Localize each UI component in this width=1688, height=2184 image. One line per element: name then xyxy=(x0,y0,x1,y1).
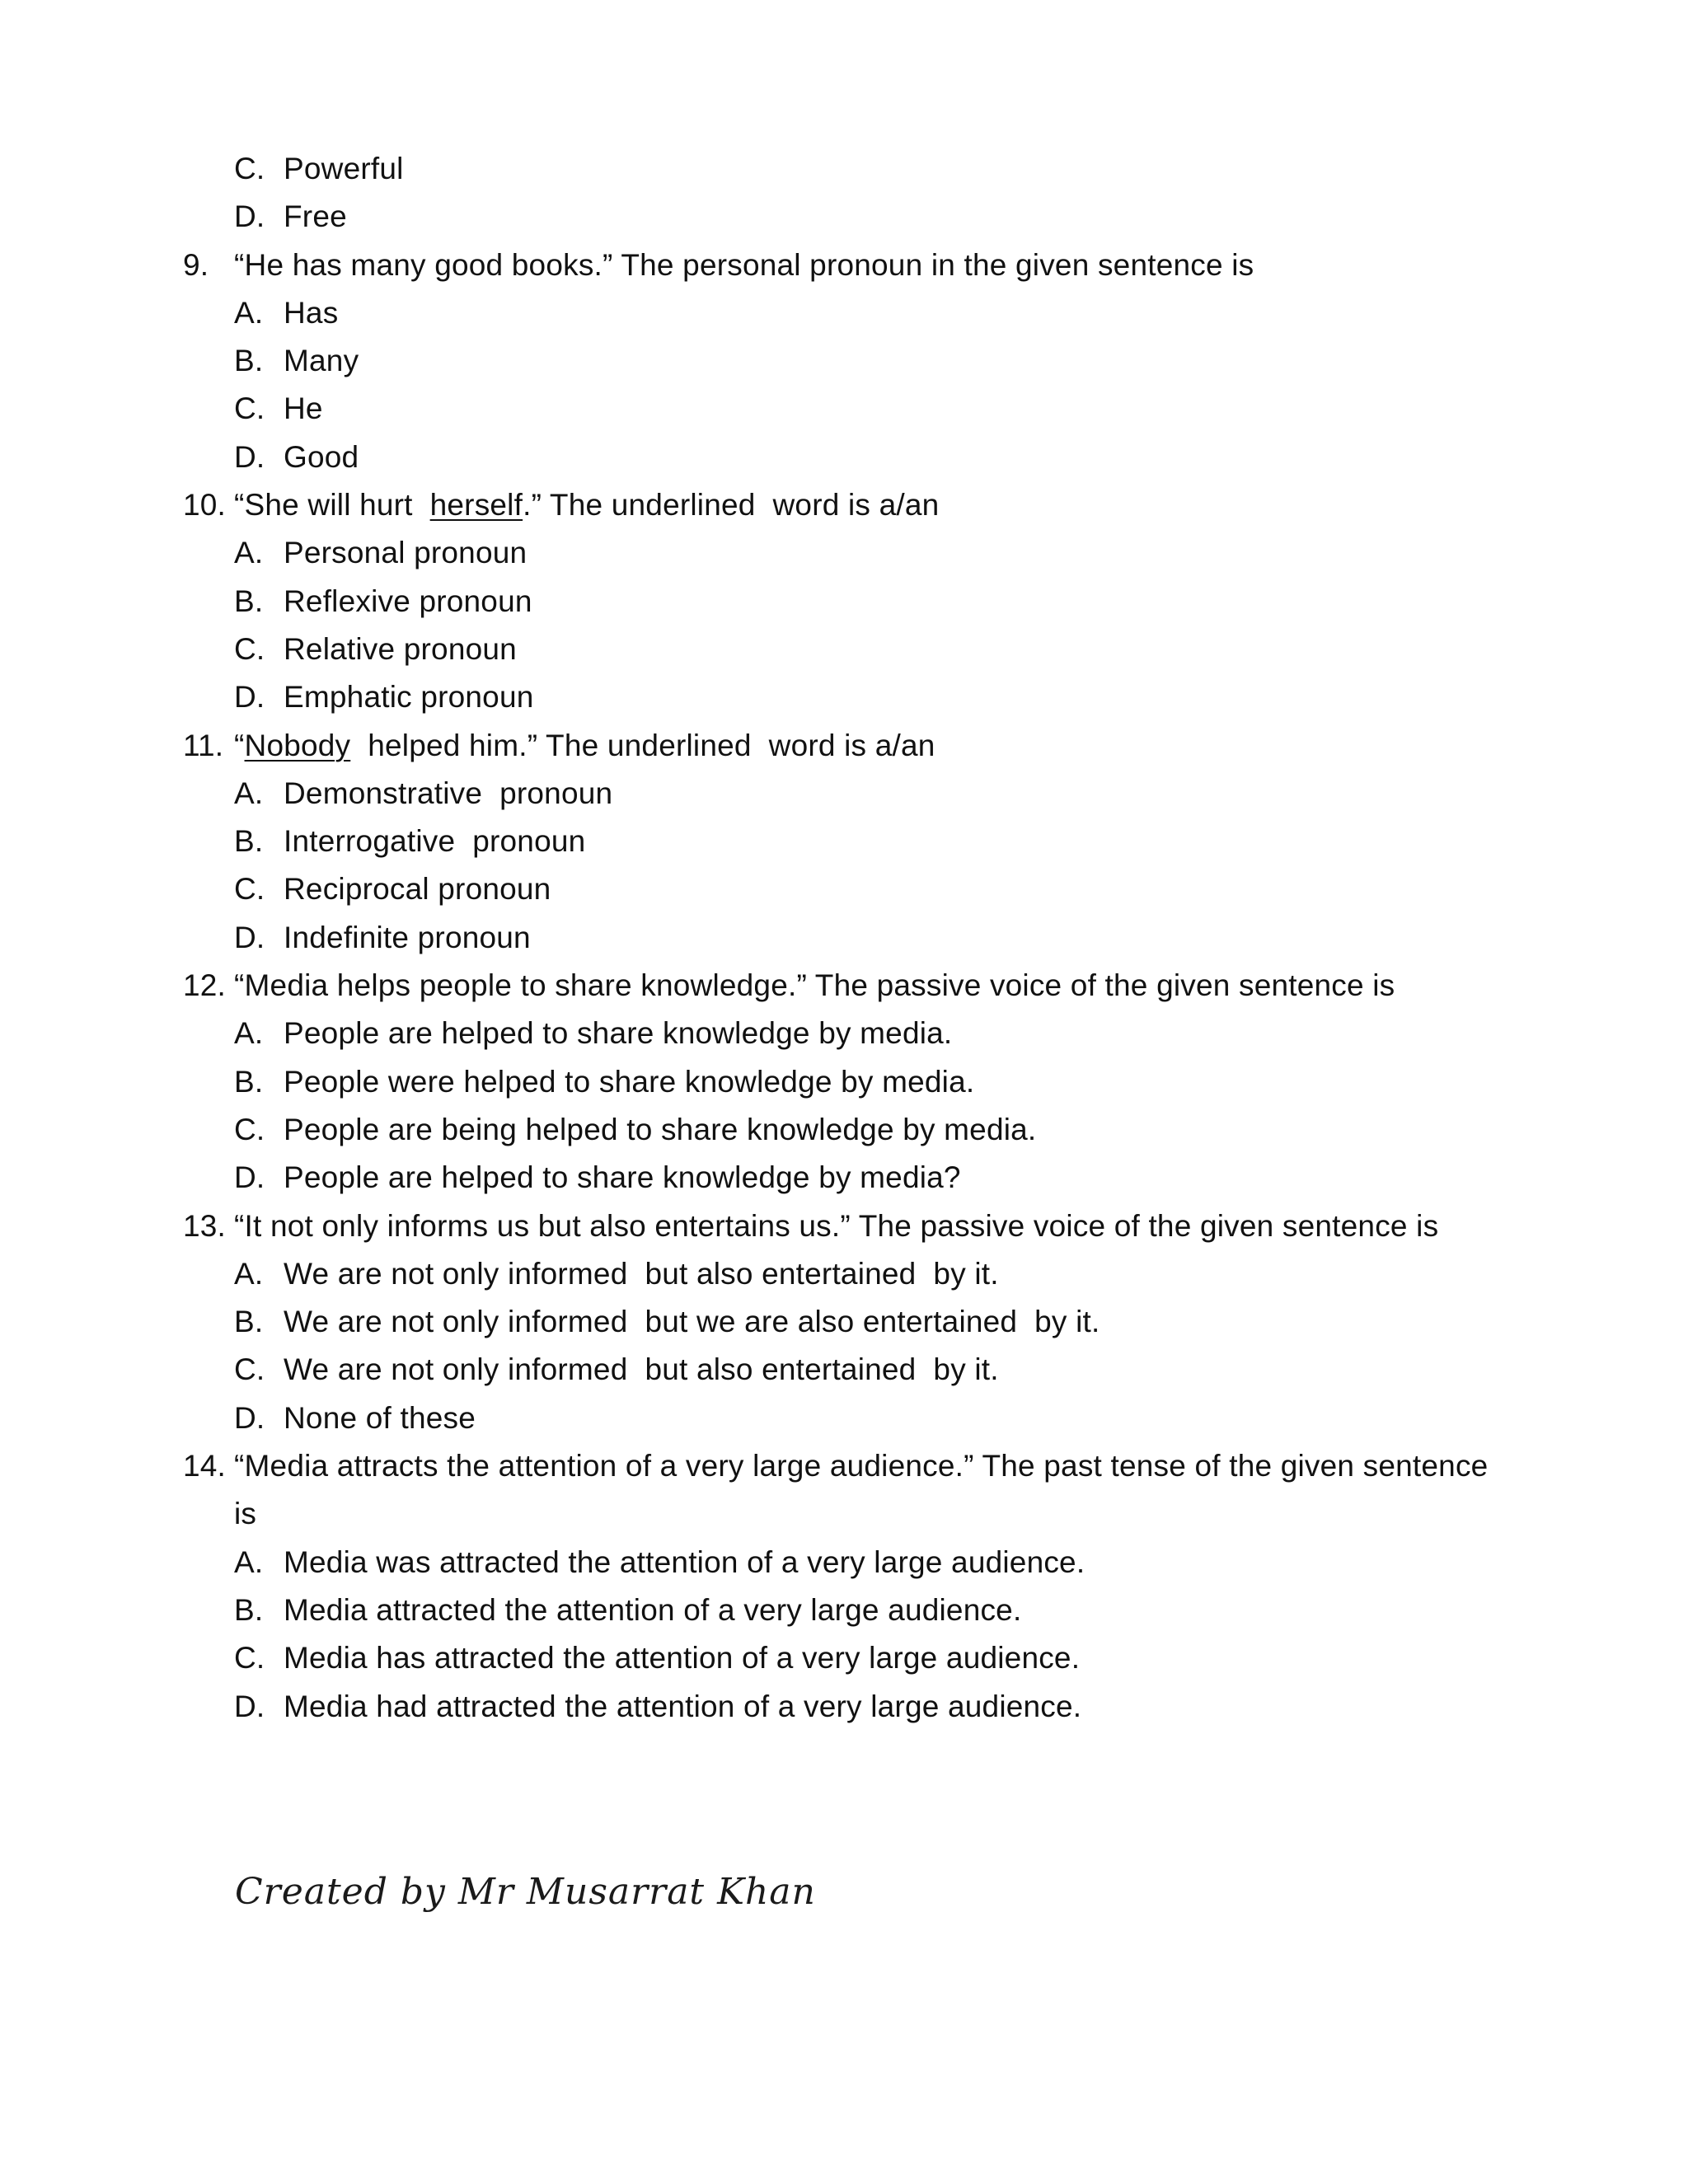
option-letter: D. xyxy=(234,199,265,234)
question-stem-continuation xyxy=(183,1490,1502,1538)
option-text: Emphatic pronoun xyxy=(284,680,534,715)
option-text: Powerful xyxy=(284,152,404,185)
option-text: People are helped to share knowledge by media? xyxy=(284,1160,961,1195)
option-item xyxy=(183,770,1502,818)
option-letter: A. xyxy=(234,536,264,570)
option-letter: B. xyxy=(234,1305,264,1339)
option-item xyxy=(183,529,1502,577)
question-text: “Media attracts the attention of a very large audience.” The past tense of the given sentence xyxy=(234,1449,1489,1483)
question-text-before: “She will hurt xyxy=(234,488,430,523)
option-letter: C. xyxy=(234,1112,265,1146)
option-text: He xyxy=(284,391,323,426)
option-text: We are not only informed but also entertained by it. xyxy=(284,1352,999,1387)
option-letter: B. xyxy=(234,583,264,618)
option-letter: D. xyxy=(234,439,265,474)
option-item xyxy=(183,289,1502,337)
option-text: Many xyxy=(284,344,359,378)
option-item xyxy=(183,385,1502,433)
option-text: Interrogative pronoun xyxy=(284,824,586,859)
option-letter: A. xyxy=(234,1016,264,1051)
question-text-after: helped him.” The underlined word is a/an xyxy=(350,728,935,762)
question-stem xyxy=(183,722,1502,770)
option-text: Relative pronoun xyxy=(284,631,517,666)
question-stem xyxy=(183,962,1502,1010)
question-number: 14. xyxy=(183,1449,227,1483)
question-stem xyxy=(183,1202,1502,1250)
option-letter: D. xyxy=(234,680,265,715)
option-letter: C. xyxy=(234,391,265,426)
question-text: “He has many good books.” The personal pronoun in the given sentence is xyxy=(234,247,1254,282)
option-letter: B. xyxy=(234,824,264,859)
option-text: Free xyxy=(284,199,347,234)
option-text: People are being helped to share knowledge by media. xyxy=(284,1112,1037,1146)
author-signature: Created by Mr Musarrat Khan xyxy=(235,1871,816,1913)
option-item xyxy=(183,337,1502,385)
option-letter: C. xyxy=(234,872,265,907)
option-letter: C. xyxy=(234,152,265,185)
option-text: Indefinite pronoun xyxy=(284,920,531,954)
option-letter: A. xyxy=(234,1256,264,1291)
option-text: Media has attracted the attention of a very large audience. xyxy=(284,1641,1081,1675)
option-text: Media had attracted the attention of a very large audience. xyxy=(284,1689,1082,1723)
question-number: 9. xyxy=(183,247,209,282)
option-text: Has xyxy=(284,295,339,330)
option-item xyxy=(183,1346,1502,1394)
option-text: People are helped to share knowledge by media. xyxy=(284,1016,953,1051)
option-item xyxy=(183,578,1502,626)
option-item xyxy=(183,914,1502,962)
question-stem xyxy=(183,241,1502,289)
option-item xyxy=(183,1154,1502,1202)
option-item xyxy=(183,1058,1502,1106)
question-number: 13. xyxy=(183,1208,227,1243)
option-item xyxy=(183,1250,1502,1298)
option-text: We are not only informed but also entertained by it. xyxy=(284,1256,999,1291)
question-stem xyxy=(183,1442,1502,1490)
option-item xyxy=(183,1539,1502,1586)
option-letter: C. xyxy=(234,631,265,666)
option-letter: D. xyxy=(234,1160,265,1195)
question-text: “It not only informs us but also entertains us.” The passive voice of the given sentence is xyxy=(234,1208,1439,1243)
option-letter: B. xyxy=(234,1064,264,1099)
underlined-word: herself xyxy=(429,488,523,523)
question-text-continuation: is xyxy=(234,1497,257,1531)
option-item xyxy=(183,145,1502,193)
option-text: Media was attracted the attention of a very large audience. xyxy=(284,1544,1085,1579)
option-item xyxy=(183,1010,1502,1057)
option-text: Media attracted the attention of a very large audience. xyxy=(284,1592,1022,1627)
question-text-after: .” The underlined word is a/an xyxy=(523,488,940,523)
option-letter: C. xyxy=(234,1352,265,1387)
option-item xyxy=(183,193,1502,241)
option-letter: B. xyxy=(234,1592,264,1627)
option-text: We are not only informed but we are also entertained by it. xyxy=(284,1305,1100,1339)
option-letter: D. xyxy=(234,1400,265,1435)
option-item xyxy=(183,626,1502,673)
option-text: None of these xyxy=(284,1400,476,1435)
question-number: 11. xyxy=(183,728,224,762)
underlined-word: Nobody xyxy=(244,728,351,762)
question-stem xyxy=(183,481,1502,529)
option-text: People were helped to share knowledge by media. xyxy=(284,1064,975,1099)
option-item xyxy=(183,1106,1502,1154)
option-item xyxy=(183,673,1502,721)
question-list xyxy=(183,145,1502,1731)
option-text: Good xyxy=(284,439,359,474)
option-text: Reflexive pronoun xyxy=(284,583,532,618)
option-item xyxy=(183,434,1502,481)
option-letter: A. xyxy=(234,776,264,810)
question-number: 10. xyxy=(183,488,227,523)
question-text: “Media helps people to share knowledge.” The passive voice of the given sentence is xyxy=(234,968,1395,1003)
option-item xyxy=(183,1634,1502,1682)
option-item xyxy=(183,1586,1502,1634)
option-letter: D. xyxy=(234,920,265,954)
question-text-before: “ xyxy=(234,728,245,762)
option-item xyxy=(183,865,1502,913)
option-letter: B. xyxy=(234,344,264,378)
option-letter: A. xyxy=(234,295,264,330)
question-number: 12. xyxy=(183,968,227,1003)
option-letter: C. xyxy=(234,1641,265,1675)
option-item xyxy=(183,1394,1502,1442)
option-letter: D. xyxy=(234,1689,265,1723)
option-item xyxy=(183,818,1502,865)
option-text: Reciprocal pronoun xyxy=(284,872,551,907)
option-letter: A. xyxy=(234,1544,264,1579)
option-item xyxy=(183,1683,1502,1731)
option-item xyxy=(183,1298,1502,1346)
option-text: Demonstrative pronoun xyxy=(284,776,613,810)
option-text: Personal pronoun xyxy=(284,536,528,570)
